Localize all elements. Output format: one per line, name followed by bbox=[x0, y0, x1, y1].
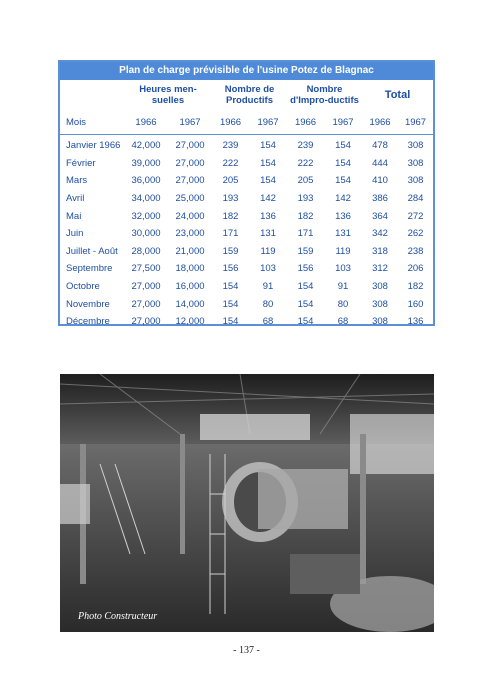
value-cell: 156 bbox=[222, 263, 239, 275]
month-cell: Mars bbox=[66, 175, 88, 187]
year-header: 1967 bbox=[168, 110, 212, 135]
value-cell: 25,000 bbox=[175, 193, 205, 205]
value-cell: 154 bbox=[297, 316, 314, 328]
value-cell: 18,000 bbox=[175, 263, 205, 275]
month-cell: Novembre bbox=[66, 298, 110, 310]
factory-photo bbox=[60, 374, 434, 632]
table-row bbox=[60, 278, 433, 296]
value-cell: 68 bbox=[337, 316, 349, 328]
value-cell: 205 bbox=[222, 175, 239, 187]
factory-interior-image bbox=[60, 374, 434, 632]
value-cell: 262 bbox=[407, 228, 424, 240]
value-cell: 308 bbox=[407, 157, 424, 169]
value-cell: 154 bbox=[222, 281, 239, 293]
year-header: 1966 bbox=[124, 110, 168, 135]
table-row bbox=[60, 190, 433, 208]
value-cell: 42,000 bbox=[131, 140, 161, 152]
value-cell: 119 bbox=[260, 245, 276, 257]
value-cell: 272 bbox=[407, 210, 424, 222]
value-cell: 131 bbox=[260, 228, 276, 240]
value-cell: 103 bbox=[260, 263, 276, 275]
value-cell: 27,000 bbox=[175, 157, 205, 169]
table-row bbox=[60, 207, 433, 225]
value-cell: 284 bbox=[407, 193, 424, 205]
year-header: 1967 bbox=[398, 110, 433, 135]
value-cell: 308 bbox=[407, 175, 424, 187]
year-header-row bbox=[60, 110, 433, 135]
table-row bbox=[60, 225, 433, 243]
value-cell: 142 bbox=[260, 193, 276, 205]
value-cell: 154 bbox=[335, 175, 351, 187]
value-cell: 80 bbox=[337, 298, 349, 310]
group-header-row bbox=[60, 80, 433, 110]
value-cell: 23,000 bbox=[175, 228, 205, 240]
table-title: Plan de charge prévisible de l'usine Potez de Blagnac bbox=[60, 62, 433, 80]
value-cell: 410 bbox=[372, 175, 388, 187]
value-cell: 80 bbox=[262, 298, 274, 310]
table-row bbox=[60, 135, 433, 155]
photo-caption: Photo Constructeur bbox=[78, 611, 158, 622]
value-cell: 182 bbox=[297, 210, 314, 222]
year-header: 1967 bbox=[324, 110, 362, 135]
month-cell: Décembre bbox=[66, 316, 110, 328]
value-cell: 444 bbox=[372, 157, 388, 169]
value-cell: 154 bbox=[260, 175, 276, 187]
value-cell: 28,000 bbox=[131, 245, 161, 257]
value-cell: 14,000 bbox=[175, 298, 205, 310]
value-cell: 478 bbox=[372, 140, 388, 152]
page-number: - 137 - bbox=[233, 645, 260, 656]
table-row bbox=[60, 155, 433, 173]
value-cell: 386 bbox=[372, 193, 388, 205]
value-cell: 312 bbox=[372, 263, 388, 275]
value-cell: 103 bbox=[335, 263, 351, 275]
value-cell: 27,500 bbox=[131, 263, 161, 275]
table-body bbox=[60, 135, 433, 331]
value-cell: 136 bbox=[260, 210, 276, 222]
value-cell: 239 bbox=[297, 140, 314, 152]
value-cell: 30,000 bbox=[131, 228, 161, 240]
value-cell: 206 bbox=[407, 263, 424, 275]
value-cell: 154 bbox=[222, 316, 239, 328]
value-cell: 27,000 bbox=[131, 298, 161, 310]
data-table bbox=[60, 80, 433, 331]
value-cell: 205 bbox=[297, 175, 314, 187]
empty-header-cell bbox=[60, 80, 124, 110]
value-cell: 16,000 bbox=[175, 281, 205, 293]
year-header: 1966 bbox=[287, 110, 324, 135]
month-cell: Octobre bbox=[66, 281, 100, 293]
group-header: Nombre d'Impro-ductifs bbox=[290, 84, 359, 106]
value-cell: 27,000 bbox=[131, 316, 161, 328]
value-cell: 21,000 bbox=[175, 245, 205, 257]
value-cell: 239 bbox=[222, 140, 239, 152]
value-cell: 68 bbox=[262, 316, 274, 328]
year-header: 1966 bbox=[212, 110, 249, 135]
value-cell: 222 bbox=[297, 157, 314, 169]
value-cell: 182 bbox=[407, 281, 424, 293]
value-cell: 159 bbox=[297, 245, 314, 257]
value-cell: 136 bbox=[407, 316, 424, 328]
value-cell: 131 bbox=[335, 228, 351, 240]
value-cell: 171 bbox=[222, 228, 239, 240]
value-cell: 160 bbox=[407, 298, 424, 310]
group-header: Nombre de Productifs bbox=[224, 84, 275, 106]
value-cell: 342 bbox=[372, 228, 388, 240]
month-cell: Septembre bbox=[66, 263, 113, 275]
value-cell: 238 bbox=[407, 245, 424, 257]
value-cell: 27,000 bbox=[175, 175, 205, 187]
value-cell: 142 bbox=[335, 193, 351, 205]
value-cell: 32,000 bbox=[131, 210, 161, 222]
table-row bbox=[60, 243, 433, 261]
value-cell: 36,000 bbox=[131, 175, 161, 187]
value-cell: 154 bbox=[297, 281, 314, 293]
value-cell: 154 bbox=[260, 140, 276, 152]
value-cell: 27,000 bbox=[131, 281, 161, 293]
value-cell: 34,000 bbox=[131, 193, 161, 205]
value-cell: 156 bbox=[297, 263, 314, 275]
value-cell: 12,000 bbox=[175, 316, 205, 328]
charge-plan-table bbox=[58, 60, 435, 326]
value-cell: 222 bbox=[222, 157, 239, 169]
value-cell: 193 bbox=[222, 193, 239, 205]
group-header: Heures men-suelles bbox=[139, 84, 197, 106]
table-row bbox=[60, 295, 433, 313]
year-header: 1967 bbox=[249, 110, 287, 135]
value-cell: 364 bbox=[372, 210, 388, 222]
value-cell: 308 bbox=[372, 316, 388, 328]
value-cell: 39,000 bbox=[131, 157, 161, 169]
table-row bbox=[60, 260, 433, 278]
month-cell: Juin bbox=[66, 228, 84, 240]
value-cell: 154 bbox=[335, 157, 351, 169]
value-cell: 193 bbox=[297, 193, 314, 205]
month-cell: Février bbox=[66, 157, 96, 169]
value-cell: 154 bbox=[222, 298, 239, 310]
value-cell: 308 bbox=[372, 281, 388, 293]
month-cell: Mai bbox=[66, 210, 82, 222]
month-cell: Avril bbox=[66, 193, 85, 205]
value-cell: 136 bbox=[335, 210, 351, 222]
table-row bbox=[60, 313, 433, 331]
value-cell: 159 bbox=[222, 245, 239, 257]
month-cell: Janvier 1966 bbox=[66, 140, 121, 152]
value-cell: 24,000 bbox=[175, 210, 205, 222]
group-header: Total bbox=[384, 88, 411, 101]
value-cell: 154 bbox=[335, 140, 351, 152]
value-cell: 27,000 bbox=[175, 140, 205, 152]
month-cell: Juillet - Août bbox=[66, 245, 118, 257]
value-cell: 318 bbox=[372, 245, 388, 257]
value-cell: 154 bbox=[297, 298, 314, 310]
value-cell: 119 bbox=[335, 245, 351, 257]
value-cell: 308 bbox=[372, 298, 388, 310]
value-cell: 91 bbox=[262, 281, 274, 293]
row-label-header: Mois bbox=[60, 110, 124, 135]
year-header: 1966 bbox=[362, 110, 398, 135]
value-cell: 171 bbox=[297, 228, 314, 240]
value-cell: 308 bbox=[407, 140, 424, 152]
value-cell: 91 bbox=[337, 281, 349, 293]
value-cell: 182 bbox=[222, 210, 239, 222]
table-row bbox=[60, 172, 433, 190]
value-cell: 154 bbox=[260, 157, 276, 169]
